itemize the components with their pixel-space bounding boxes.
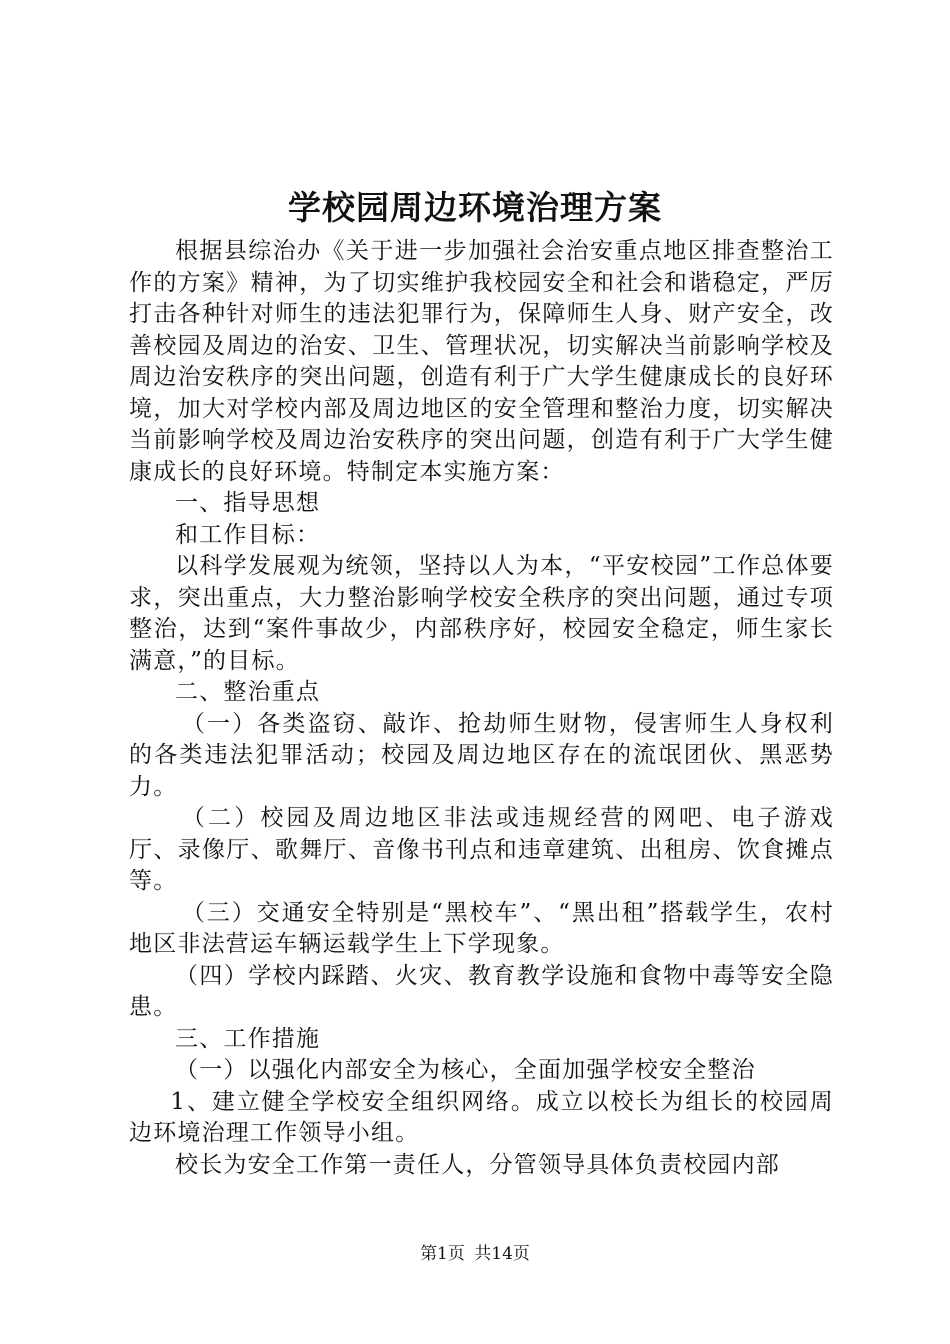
paragraph-goals: 以科学发展观为统领，坚持以人为本，“平安校园”工作总体要求，突出重点，大力整治影响学校安全秩序的突出问题，通过专项整治，达到“案件事故少，内部秩序好，校园安全稳定，师生家长满意，”的目标。: [129, 553, 834, 674]
paragraph-key-point-1: （一）各类盗窃、敲诈、抢劫师生财物，侵害师生人身权利的各类违法犯罪活动；校园及周边地区存在的流氓团伙、黑恶势力。: [129, 710, 834, 800]
heading-guiding-ideology: 一、指导思想: [175, 490, 321, 516]
document-title: 学校园周边环境治理方案: [288, 188, 662, 227]
page-total: 共14页: [474, 1244, 530, 1264]
paragraph-key-point-3: （三）交通安全特别是“黑校车”、“黑出租”搭载学生，农村地区非法营运车辆运载学生上下学现象。: [129, 899, 834, 957]
paragraph-intro: 根据县综治办《关于进一步加强社会治安重点地区排查整治工作的方案》精神，为了切实维护我校园安全和社会和谐稳定，严厉打击各种针对师生的违法犯罪行为，保障师生人身、财产安全，改善校园及周边的治安、卫生、管理状况，切实解决当前影响学校及周边治安秩序的突出问题，创造有利于广大学生健康成长的良好环境，加大对学校内部及周边地区的安全管理和整治力度，切实解决当前影响学校及周边治安秩序的突出问题，创造有利于广大学生健康成长的良好环境。特制定本实施方案：: [129, 238, 834, 485]
paragraph-principal-duty: 校长为安全工作第一责任人，分管领导具体负责校园内部: [175, 1151, 780, 1178]
paragraph-key-point-2: （二）校园及周边地区非法或违规经营的网吧、电子游戏厅、录像厅、歌舞厅、音像书刊点和违章建筑、出租房、饮食摊点等。: [129, 805, 834, 894]
paragraph-key-point-4: （四）学校内踩踏、火灾、教育教学设施和食物中毒等安全隐患。: [129, 962, 834, 1020]
heading-measures: 三、工作措施: [175, 1025, 321, 1052]
paragraph-measure-1-item-1: 1、建立健全学校安全组织网络。成立以校长为组长的校园周边环境治理工作领导小组。: [129, 1088, 834, 1146]
page-number: 第1页: [420, 1244, 465, 1264]
heading-key-points: 二、整治重点: [175, 679, 321, 705]
document-body: [129, 236, 834, 1181]
paragraph-measure-1: （一）以强化内部安全为核心，全面加强学校安全整治: [175, 1057, 756, 1083]
heading-work-goals: 和工作目标：: [175, 521, 321, 548]
page-footer: [0, 1242, 950, 1266]
